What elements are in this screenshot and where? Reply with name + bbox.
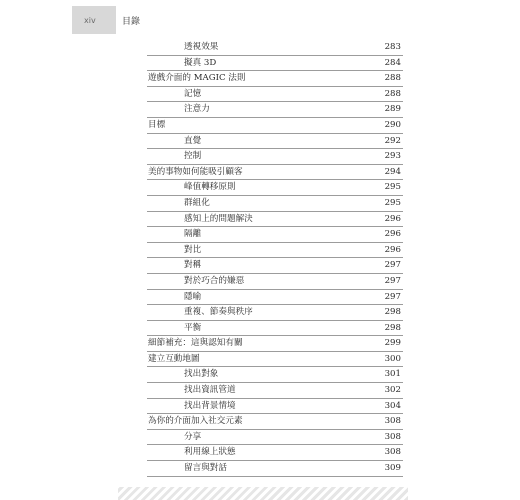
toc-entry-title: 隱喻: [184, 291, 202, 302]
toc-entry-page: 308: [384, 416, 401, 427]
toc-entry-page: 296: [384, 244, 401, 255]
toc-entry-page: 294: [384, 166, 401, 177]
toc-entry-page: 284: [384, 57, 401, 68]
toc-entry[interactable]: [147, 212, 403, 228]
toc-entry-title: 注意力: [184, 104, 210, 115]
toc-entry-title: 建立互動地圖: [148, 353, 200, 364]
toc-entry-page: 302: [384, 385, 401, 396]
toc-entry-title: 透視效果: [184, 42, 219, 52]
toc-entry-page: 297: [384, 275, 401, 286]
toc-entry-page: 298: [384, 322, 401, 333]
toc-entry-title: 目標: [148, 119, 166, 130]
toc-entry[interactable]: [147, 165, 403, 181]
toc-entry-title: 控制: [184, 151, 202, 162]
toc-entry-page: 297: [384, 291, 401, 302]
toc-entry[interactable]: [147, 134, 403, 150]
page-number: xiv: [84, 16, 96, 25]
toc-entry-title: 分享: [184, 431, 202, 442]
toc-entry-page: 295: [384, 182, 401, 193]
toc-entry-title: 對比: [184, 244, 202, 255]
toc-entry[interactable]: [147, 40, 403, 56]
toc-entry[interactable]: [147, 149, 403, 165]
toc-entry[interactable]: [147, 56, 403, 72]
toc-entry-page: 308: [384, 447, 401, 458]
toc-entry[interactable]: [147, 196, 403, 212]
toc-entry-title: 隔離: [184, 229, 202, 240]
toc-entry[interactable]: [147, 445, 403, 461]
toc-entry[interactable]: [147, 118, 403, 134]
toc-entry-page: 293: [384, 151, 401, 162]
toc-entry[interactable]: [147, 87, 403, 103]
toc-entry[interactable]: [147, 399, 403, 415]
toc-entry-page: 296: [384, 213, 401, 224]
toc-entry-page: 298: [384, 307, 401, 318]
toc-entry[interactable]: [147, 383, 403, 399]
footer-decoration: [118, 487, 408, 500]
toc-entry-title: 感知上的問題解決: [184, 213, 253, 224]
toc-entry-page: 288: [384, 88, 401, 99]
toc-entry[interactable]: [147, 430, 403, 446]
toc-entry[interactable]: [147, 180, 403, 196]
toc-entry-title: 利用線上狀態: [184, 447, 236, 458]
toc-entry-page: 297: [384, 260, 401, 271]
toc-entry-title: 留言與對話: [184, 463, 227, 474]
toc-entry[interactable]: [147, 414, 403, 430]
toc-entry[interactable]: [147, 352, 403, 368]
toc-entry-page: 296: [384, 229, 401, 240]
toc-entry[interactable]: [147, 305, 403, 321]
toc-entry-title: 為你的介面加入社交元素: [148, 416, 243, 427]
toc-entry[interactable]: [147, 367, 403, 383]
toc-entry-title: 擬真 3D: [184, 57, 217, 68]
toc-entry[interactable]: [147, 243, 403, 259]
toc-entry-title: 美的事物如何能吸引顧客: [148, 166, 243, 177]
toc-entry-page: 301: [384, 369, 401, 380]
toc-entry-title: 重複、節奏與秩序: [184, 307, 253, 318]
toc-entry-page: 299: [384, 338, 401, 349]
toc-entry-page: 300: [384, 353, 401, 364]
toc-entry[interactable]: [147, 290, 403, 306]
toc-entry-page: 309: [384, 463, 401, 474]
page-title: 目錄: [122, 17, 141, 27]
toc-entry-title: 平衡: [184, 322, 202, 333]
toc-entry-title: 對於巧合的嫌惡: [184, 275, 245, 286]
toc-entry-title: 找出背景情境: [184, 400, 236, 411]
toc-entry-title: 細節補充：這與認知有關: [148, 338, 243, 349]
toc-entry-page: 283: [384, 42, 401, 52]
toc-entry-title: 找出資訊管道: [184, 385, 236, 396]
toc-entry-title: 對稱: [184, 260, 202, 271]
toc-entry-title: 找出對象: [184, 369, 219, 380]
toc-entry[interactable]: [147, 102, 403, 118]
toc-entry-page: 290: [384, 119, 401, 130]
toc-entry-title: 遊戲介面的 MAGIC 法則: [148, 73, 246, 84]
toc-entry-page: 292: [384, 135, 401, 146]
toc-entry-page: 295: [384, 197, 401, 208]
toc-entry[interactable]: [147, 321, 403, 337]
toc-entry[interactable]: [147, 336, 403, 352]
toc-entry-page: 308: [384, 431, 401, 442]
toc-entry[interactable]: [147, 258, 403, 274]
toc-entry-title: 直覺: [184, 135, 202, 146]
toc-entry-page: 304: [384, 400, 401, 411]
toc-entry-title: 峰值轉移原則: [184, 182, 236, 193]
toc-entry-title: 記憶: [184, 88, 202, 99]
toc-entry-page: 289: [384, 104, 401, 115]
toc-entry-page: 288: [384, 73, 401, 84]
toc-entry-title: 群組化: [184, 197, 210, 208]
toc-entry[interactable]: [147, 274, 403, 290]
toc-entry[interactable]: [147, 461, 403, 477]
toc-entry[interactable]: [147, 71, 403, 87]
toc-entry[interactable]: [147, 227, 403, 243]
table-of-contents: [147, 40, 403, 477]
